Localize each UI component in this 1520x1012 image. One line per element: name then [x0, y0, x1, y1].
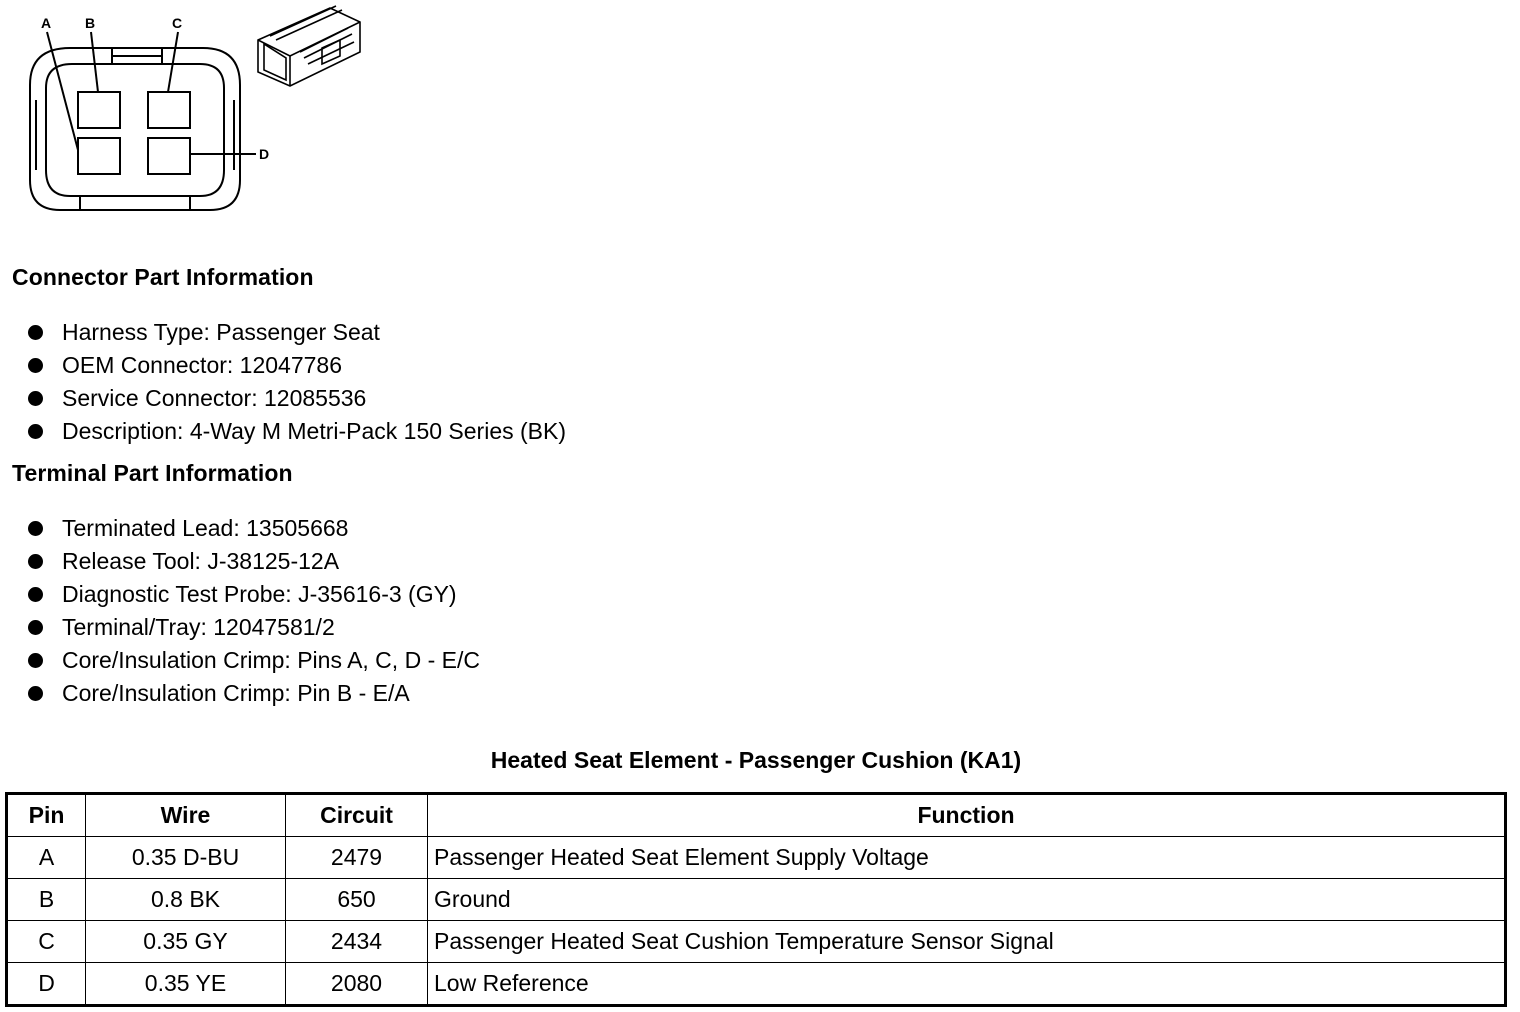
pin-label-d: D: [259, 146, 270, 162]
table-row: [7, 963, 1506, 1006]
list-item: Core/Insulation Crimp: Pin B - E/A: [28, 677, 480, 710]
cavity-d: [148, 138, 190, 174]
list-item: Release Tool: J-38125-12A: [28, 545, 480, 578]
bullet-icon: [28, 391, 43, 406]
cell-pin: C: [7, 921, 86, 963]
cell-pin: D: [7, 963, 86, 1006]
terminal-part-heading: Terminal Part Information: [12, 460, 293, 486]
header-wire: Wire: [86, 794, 286, 837]
bullet-icon: [28, 554, 43, 569]
cell-wire: 0.35 GY: [86, 921, 286, 963]
list-item: Description: 4-Way M Metri-Pack 150 Series (BK): [28, 415, 566, 448]
cell-circuit: 650: [286, 879, 428, 921]
header-function: Function: [428, 794, 1506, 837]
header-circuit: Circuit: [286, 794, 428, 837]
list-item: Diagnostic Test Probe: J-35616-3 (GY): [28, 578, 480, 611]
cavity-c: [148, 92, 190, 128]
list-item: Terminated Lead: 13505668: [28, 512, 480, 545]
pin-label-b: B: [85, 15, 96, 31]
connector-part-heading: Connector Part Information: [12, 264, 314, 290]
table-row: [7, 921, 1506, 963]
bullet-icon: [28, 521, 43, 536]
table-row: [7, 879, 1506, 921]
pin-label-a: A: [41, 15, 52, 31]
pin-table: [5, 792, 1507, 1007]
bullet-icon: [28, 424, 43, 439]
connector-face-diagram: [0, 0, 380, 220]
bullet-icon: [28, 686, 43, 701]
cell-pin: A: [7, 837, 86, 879]
header-pin: Pin: [7, 794, 86, 837]
cell-wire: 0.35 D-BU: [86, 837, 286, 879]
cell-circuit: 2080: [286, 963, 428, 1006]
cell-function: Ground: [428, 879, 1506, 921]
list-item: Harness Type: Passenger Seat: [28, 316, 566, 349]
cavity-b: [78, 92, 120, 128]
pin-label-c: C: [172, 15, 183, 31]
terminal-part-list: [28, 512, 480, 710]
cell-wire: 0.35 YE: [86, 963, 286, 1006]
connector-isometric-icon: [258, 6, 360, 86]
list-item: Terminal/Tray: 12047581/2: [28, 611, 480, 644]
bullet-icon: [28, 358, 43, 373]
cell-wire: 0.8 BK: [86, 879, 286, 921]
list-item: OEM Connector: 12047786: [28, 349, 566, 382]
list-item: Service Connector: 12085536: [28, 382, 566, 415]
cell-function: Passenger Heated Seat Element Supply Voltage: [428, 837, 1506, 879]
list-item: Core/Insulation Crimp: Pins A, C, D - E/C: [28, 644, 480, 677]
table-row: [7, 837, 1506, 879]
table-header-row: [7, 794, 1506, 837]
bullet-icon: [28, 620, 43, 635]
table-title: Heated Seat Element - Passenger Cushion (KA1): [490, 747, 1022, 773]
bullet-icon: [28, 325, 43, 340]
cell-function: Passenger Heated Seat Cushion Temperature Sensor Signal: [428, 921, 1506, 963]
bullet-icon: [28, 653, 43, 668]
cavity-a: [78, 138, 120, 174]
bullet-icon: [28, 587, 43, 602]
cell-pin: B: [7, 879, 86, 921]
cell-circuit: 2479: [286, 837, 428, 879]
cell-circuit: 2434: [286, 921, 428, 963]
connector-part-list: [28, 316, 566, 448]
cell-function: Low Reference: [428, 963, 1506, 1006]
